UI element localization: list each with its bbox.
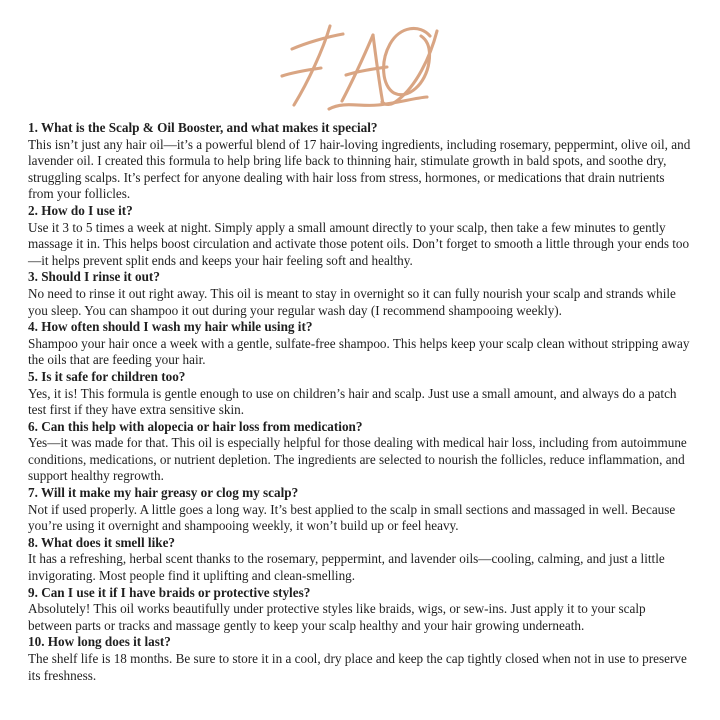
faq-answer: This isn’t just any hair oil—it’s a powerful blend of 17 hair-loving ingredients, including rosemary, peppermint, olive oil, and lavender oil. I created this formula to help bring life back to thinning hair, stimulate growth in bald spots, and soothe dry, struggling scalps. It’s perfect for anyone dealing with hair loss from stress, hormones, or medications that drain nutrients from your follicles. [28,136,691,202]
faq-question: 8. What does it smell like? [28,534,176,550]
faq-item [28,634,692,684]
faq-item [28,319,692,369]
faq-question: 3. Should I rinse it out? [28,269,160,285]
faq-question: 2. How do I use it? [28,202,133,218]
faq-content [0,118,720,684]
faq-question: 5. Is it safe for children too? [28,368,186,384]
faq-answer: Absolutely! This oil works beautifully under protective styles like braids, wigs, or sew-ins. Just apply it to your scalp between parts or tracks and massage gently to keep your scalp healthy and your hair growing underneath. [28,601,646,633]
faq-answer: Yes—it was made for that. This oil is especially helpful for those dealing with medical hair loss, including from autoimmune conditions, medications, or nutrient depletion. The ingredients are selected to nourish the follicles, reduce inflammation, and support healthy regrowth. [28,435,687,484]
faq-item [28,485,692,535]
faq-item [28,369,692,419]
faq-item [28,535,692,585]
faq-item [28,269,692,319]
faq-item [28,120,692,203]
faq-answer: It has a refreshing, herbal scent thanks to the rosemary, peppermint, and lavender oils—cooling, calming, and just a little invigorating. Most people find it uplifting and clean-smelling. [28,551,665,584]
faq-question: 9. Can I use it if I have braids or protective styles? [28,584,311,600]
faq-question: 1. What is the Scalp & Oil Booster, and what makes it special? [28,120,378,135]
faq-answer: Yes, it is! This formula is gentle enough to use on children’s hair and scalp. Just use a small amount, and always do a patch test first if they have extra sensitive skin. [28,385,677,418]
faq-question: 7. Will it make my hair greasy or clog my scalp? [28,485,299,501]
faq-question: 10. How long does it last? [28,634,171,650]
faq-item [28,419,692,485]
faq-script-title-graphic [279,18,441,118]
faq-question: 4. How often should I wash my hair while using it? [28,319,313,335]
faq-answer: Not if used properly. A little goes a long way. It’s best applied to the scalp in small sections and massaged in well. Because you’re using it overnight and shampooing weekly, it won’t build up or feel heavy. [28,501,676,534]
page-header [0,0,720,118]
faq-item [28,585,692,635]
page-title [279,18,441,118]
faq-answer: The shelf life is 18 months. Be sure to store it in a cool, dry place and keep the cap tightly closed when not in use to preserve its freshness. [28,651,687,683]
faq-question: 6. Can this help with alopecia or hair loss from medication? [28,418,363,434]
faq-item [28,203,692,269]
faq-answer: Shampoo your hair once a week with a gentle, sulfate-free shampoo. This helps keep your scalp clean without stripping away the oils that are feeding your hair. [28,335,690,368]
faq-answer: No need to rinse it out right away. This oil is meant to stay in overnight so it can fully nourish your scalp and strands while you sleep. You can shampoo it out during your regular wash day (I recommend shampooing weekly). [28,285,676,318]
faq-answer: Use it 3 to 5 times a week at night. Simply apply a small amount directly to your scalp, then take a few minutes to gently massage it in. This helps boost circulation and activate those potent oils. Don’t forget to smooth a little through your ends too—it helps prevent split ends and keeps your hair feeling soft and healthy. [28,219,690,268]
